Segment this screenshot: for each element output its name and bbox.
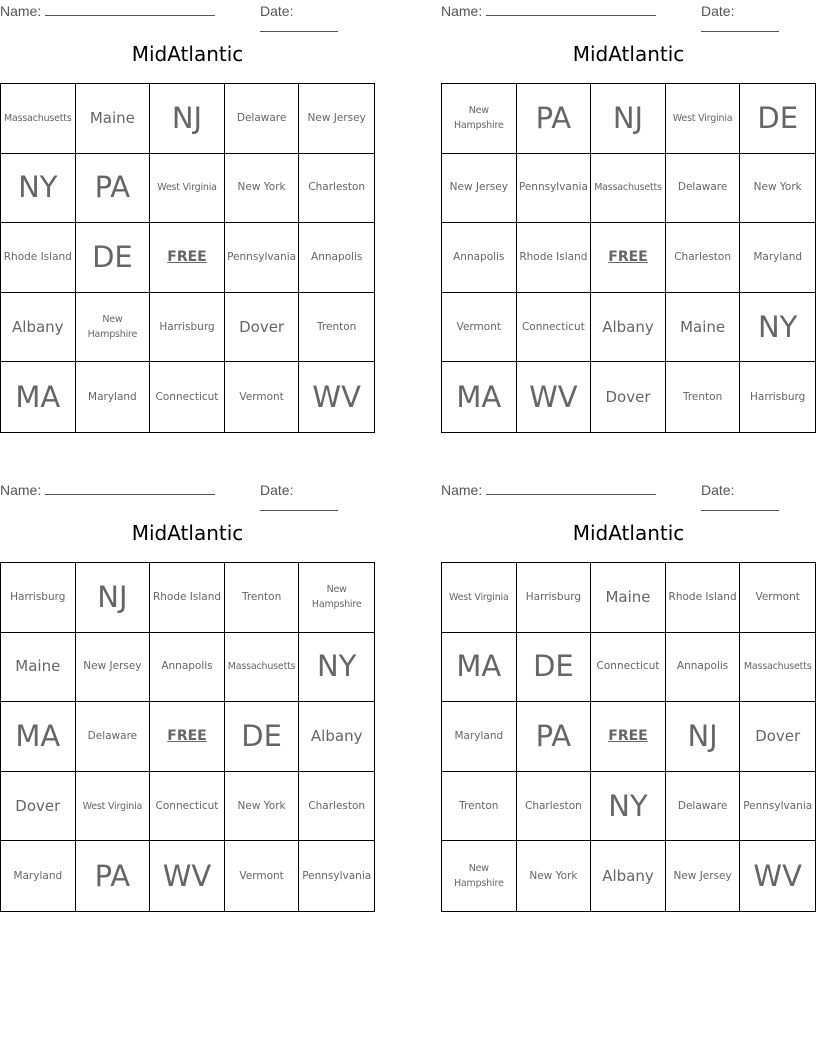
bingo-cell[interactable]: Charleston bbox=[666, 223, 741, 293]
bingo-cell[interactable]: Trenton bbox=[299, 293, 374, 363]
bingo-cell[interactable]: PA bbox=[76, 841, 151, 911]
name-date-header bbox=[441, 0, 816, 22]
bingo-cell[interactable]: Pennsylvania bbox=[740, 772, 815, 842]
bingo-cell[interactable]: Trenton bbox=[666, 362, 741, 432]
bingo-cell[interactable]: Maryland bbox=[442, 702, 517, 772]
date-field[interactable] bbox=[260, 482, 375, 514]
name-date-header bbox=[0, 479, 375, 501]
bingo-cell[interactable]: DE bbox=[740, 84, 815, 154]
bingo-grid bbox=[441, 83, 816, 433]
name-label: Name: bbox=[0, 3, 42, 19]
bingo-cell[interactable]: Harrisburg bbox=[517, 563, 592, 633]
bingo-grid bbox=[0, 83, 375, 433]
bingo-cell[interactable]: New York bbox=[517, 841, 592, 911]
bingo-cell[interactable]: Massachusetts bbox=[1, 84, 76, 154]
name-field[interactable] bbox=[0, 3, 215, 19]
bingo-cell[interactable]: Massachusetts bbox=[225, 633, 300, 703]
bingo-cell[interactable]: NY bbox=[591, 772, 666, 842]
bingo-cell[interactable]: New Hampshire bbox=[76, 293, 151, 363]
bingo-cell[interactable]: NY bbox=[740, 293, 815, 363]
bingo-cell[interactable]: DE bbox=[76, 223, 151, 293]
name-field[interactable] bbox=[441, 482, 656, 498]
bingo-cell[interactable]: WV bbox=[517, 362, 592, 432]
bingo-cell[interactable]: Trenton bbox=[442, 772, 517, 842]
date-label: Date: bbox=[701, 3, 735, 19]
bingo-cell[interactable]: New Jersey bbox=[442, 154, 517, 224]
bingo-cell[interactable]: WV bbox=[312, 379, 361, 414]
bingo-cell[interactable]: New Hampshire bbox=[442, 84, 517, 154]
bingo-cell[interactable]: Annapolis bbox=[150, 633, 225, 703]
bingo-cell[interactable]: Pennsylvania bbox=[517, 154, 592, 224]
bingo-cell[interactable]: Connecticut bbox=[517, 293, 592, 363]
bingo-cell[interactable]: Vermont bbox=[225, 841, 300, 911]
bingo-grid bbox=[441, 562, 816, 912]
name-field[interactable] bbox=[441, 3, 656, 19]
bingo-cell[interactable]: MA bbox=[1, 362, 76, 432]
bingo-cell[interactable]: Albany bbox=[299, 702, 374, 772]
bingo-cell[interactable]: Rhode Island bbox=[666, 563, 741, 633]
bingo-cell[interactable]: NJ bbox=[76, 563, 151, 633]
bingo-cell[interactable]: West Virginia bbox=[150, 154, 225, 224]
card-title: MidAtlantic bbox=[131, 521, 244, 545]
bingo-cell[interactable]: Maine bbox=[1, 633, 76, 703]
name-label: Name: bbox=[441, 482, 483, 498]
bingo-cell[interactable]: New York bbox=[225, 154, 300, 224]
bingo-cell[interactable]: New Hampshire bbox=[442, 841, 517, 911]
free-space-cell[interactable]: FREE bbox=[150, 223, 225, 293]
bingo-cell[interactable]: DE bbox=[517, 633, 592, 703]
bingo-cell[interactable]: Annapolis bbox=[666, 633, 741, 703]
bingo-cell[interactable]: Albany bbox=[591, 293, 666, 363]
bingo-cell[interactable]: West Virginia bbox=[442, 563, 517, 633]
bingo-cell[interactable]: New Hampshire bbox=[299, 563, 374, 633]
name-label: Name: bbox=[441, 3, 483, 19]
bingo-cell[interactable]: PA bbox=[517, 702, 592, 772]
bingo-cell[interactable]: PA bbox=[76, 154, 151, 224]
free-space-cell[interactable]: FREE bbox=[150, 702, 225, 772]
card-title: MidAtlantic bbox=[572, 521, 685, 545]
name-date-header bbox=[441, 479, 816, 501]
date-label: Date: bbox=[701, 482, 735, 498]
name-field[interactable] bbox=[0, 482, 215, 498]
bingo-cell[interactable]: Charleston bbox=[517, 772, 592, 842]
bingo-cell[interactable]: Harrisburg bbox=[1, 563, 76, 633]
bingo-cell[interactable]: West Virginia bbox=[76, 772, 151, 842]
card-title: MidAtlantic bbox=[131, 42, 244, 66]
bingo-cell[interactable]: Delaware bbox=[666, 154, 741, 224]
bingo-cell[interactable]: Dover bbox=[225, 293, 300, 363]
bingo-cell[interactable]: Maryland bbox=[1, 841, 76, 911]
bingo-cell[interactable]: NY bbox=[299, 633, 374, 703]
date-label: Date: bbox=[260, 3, 294, 19]
bingo-cell[interactable]: WV bbox=[150, 841, 225, 911]
bingo-cell[interactable]: Harrisburg bbox=[150, 293, 225, 363]
bingo-cell[interactable]: Trenton bbox=[225, 563, 300, 633]
bingo-cell[interactable]: PA bbox=[517, 84, 592, 154]
bingo-cell[interactable]: Delaware bbox=[76, 702, 151, 772]
bingo-cell[interactable]: Vermont bbox=[740, 563, 815, 633]
bingo-cell[interactable]: MA bbox=[442, 362, 517, 432]
date-field[interactable] bbox=[701, 482, 816, 514]
bingo-cell[interactable]: MA bbox=[1, 702, 76, 772]
bingo-cell[interactable]: Annapolis bbox=[442, 223, 517, 293]
name-date-header bbox=[0, 0, 375, 22]
bingo-cell[interactable]: WV bbox=[753, 858, 802, 893]
bingo-cell[interactable]: Connecticut bbox=[591, 633, 666, 703]
bingo-cell[interactable]: Harrisburg bbox=[750, 390, 806, 403]
bingo-cell[interactable]: New Jersey bbox=[299, 84, 374, 154]
bingo-cell[interactable]: Pennsylvania bbox=[225, 223, 300, 293]
bingo-cell[interactable]: NY bbox=[1, 154, 76, 224]
bingo-cell[interactable]: Maine bbox=[76, 84, 151, 154]
bingo-cell[interactable]: West Virginia bbox=[666, 84, 741, 154]
bingo-cell[interactable]: Albany bbox=[591, 841, 666, 911]
bingo-cell[interactable]: New York bbox=[740, 154, 815, 224]
bingo-grid bbox=[0, 562, 375, 912]
free-space-cell[interactable]: FREE bbox=[591, 702, 666, 772]
bingo-cell[interactable]: New Jersey bbox=[76, 633, 151, 703]
bingo-cell[interactable]: Charleston bbox=[299, 154, 374, 224]
bingo-cell[interactable]: Rhode Island bbox=[517, 223, 592, 293]
bingo-cell[interactable]: Albany bbox=[1, 293, 76, 363]
bingo-cell[interactable]: Maine bbox=[591, 563, 666, 633]
bingo-cell[interactable]: Rhode Island bbox=[1, 223, 76, 293]
bingo-cell[interactable]: Connecticut bbox=[150, 772, 225, 842]
bingo-cell[interactable]: Dover bbox=[740, 702, 815, 772]
bingo-cell[interactable]: Maryland bbox=[740, 223, 815, 293]
bingo-cell[interactable]: Rhode Island bbox=[150, 563, 225, 633]
bingo-cell[interactable]: NJ bbox=[666, 702, 741, 772]
free-space-cell[interactable]: FREE bbox=[591, 223, 666, 293]
bingo-cell[interactable]: Massachusetts bbox=[591, 154, 666, 224]
bingo-cell[interactable]: Connecticut bbox=[150, 362, 225, 432]
card-title: MidAtlantic bbox=[572, 42, 685, 66]
bingo-cell[interactable]: Dover bbox=[591, 362, 666, 432]
bingo-cell[interactable]: NJ bbox=[150, 84, 225, 154]
bingo-cell[interactable]: Vermont bbox=[442, 293, 517, 363]
bingo-cell[interactable]: Maine bbox=[666, 293, 741, 363]
bingo-cell[interactable]: NJ bbox=[591, 84, 666, 154]
bingo-cell[interactable]: Delaware bbox=[225, 84, 300, 154]
bingo-cell[interactable]: MA bbox=[442, 633, 517, 703]
date-field[interactable] bbox=[260, 3, 375, 35]
date-field[interactable] bbox=[701, 3, 816, 35]
bingo-cell[interactable]: DE bbox=[225, 702, 300, 772]
bingo-cell[interactable]: Pennsylvania bbox=[302, 869, 372, 882]
bingo-cell[interactable]: Massachusetts bbox=[740, 633, 815, 703]
name-label: Name: bbox=[0, 482, 42, 498]
date-label: Date: bbox=[260, 482, 294, 498]
bingo-cell[interactable]: Dover bbox=[1, 772, 76, 842]
bingo-cell[interactable]: Delaware bbox=[666, 772, 741, 842]
bingo-cell[interactable]: Charleston bbox=[299, 772, 374, 842]
bingo-cell[interactable]: New Jersey bbox=[666, 841, 741, 911]
bingo-cell[interactable]: New York bbox=[225, 772, 300, 842]
bingo-cell[interactable]: Annapolis bbox=[299, 223, 374, 293]
bingo-cell[interactable]: Vermont bbox=[225, 362, 300, 432]
bingo-cell[interactable]: Maryland bbox=[76, 362, 151, 432]
